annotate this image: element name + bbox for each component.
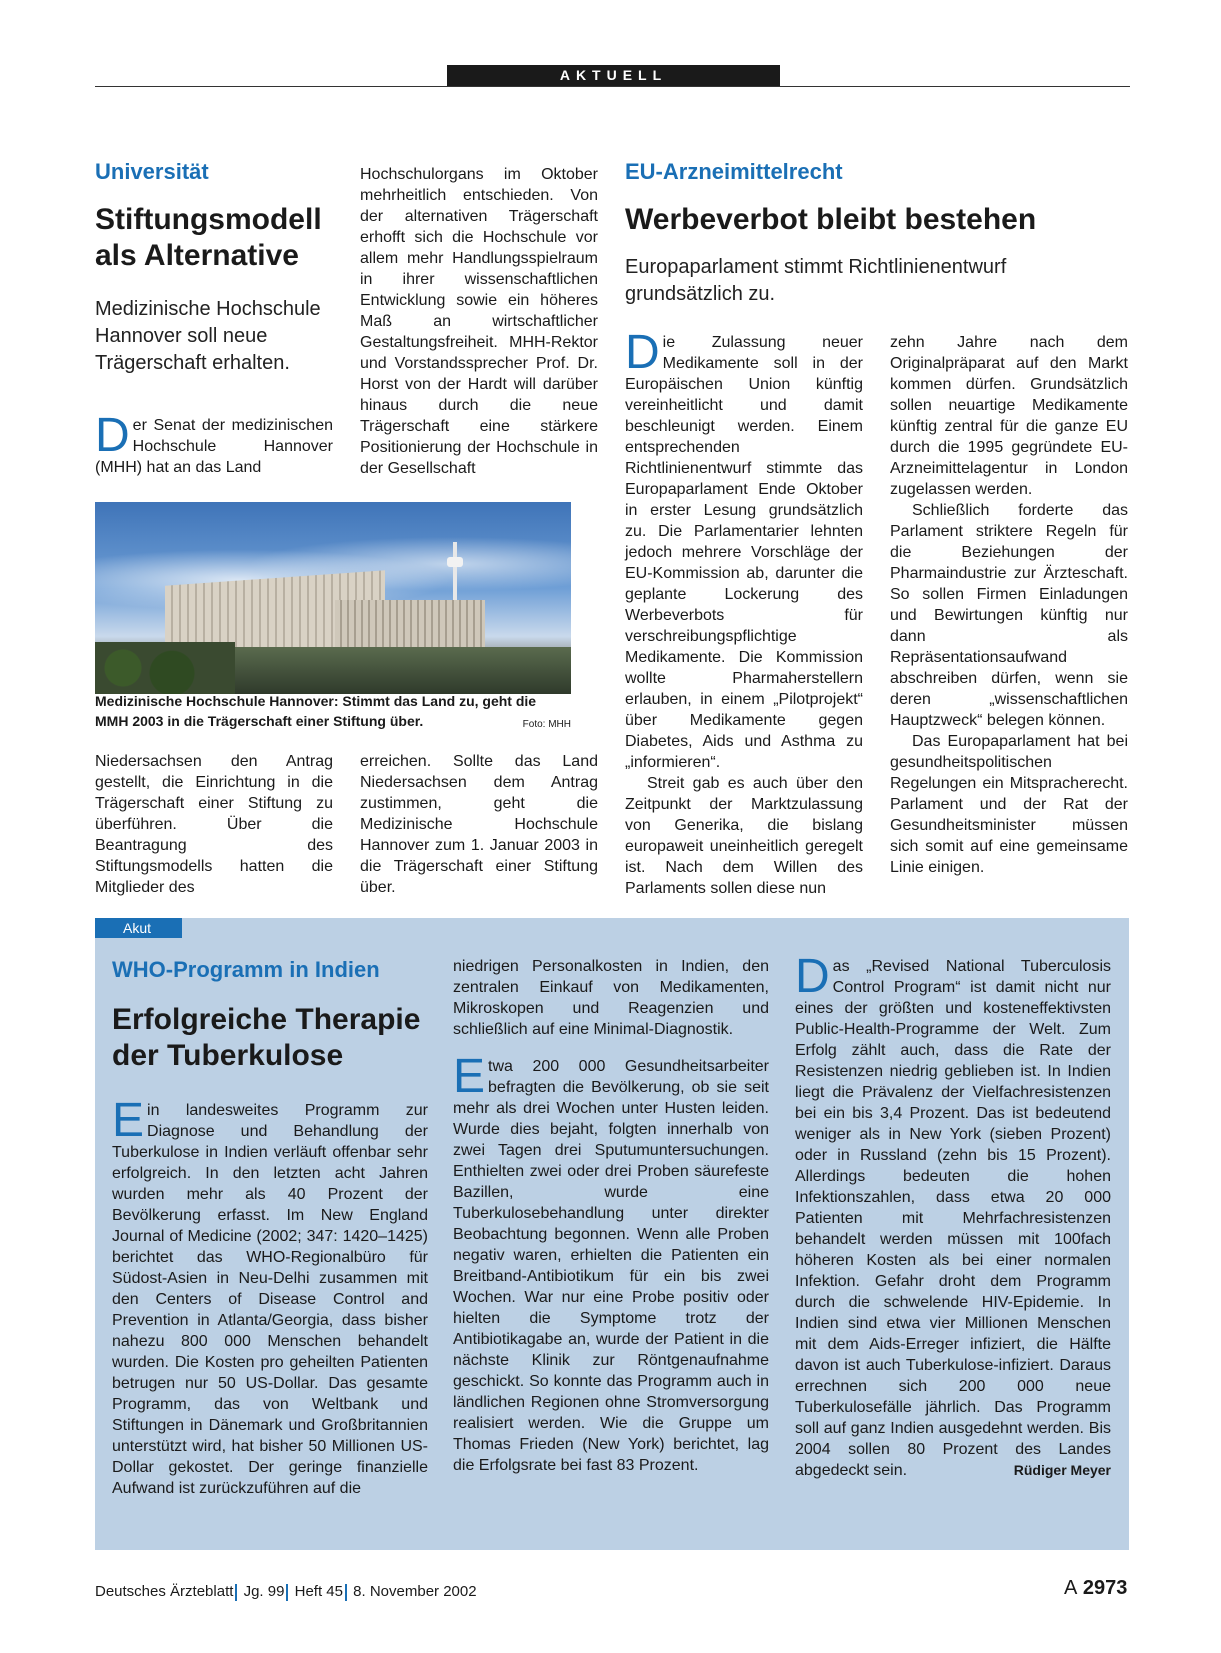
box-col2-dropcap: E	[453, 1050, 486, 1103]
box-headline	[112, 1002, 442, 1074]
box-col2-top: niedrigen Personalkosten in Indien, den zentralen Einkauf von Medikamenten, Mikroskopen und Reagenzien und schließlich auf eine Minimal-Diagnostik.	[453, 958, 769, 1038]
article2-headline: Werbeverbot bleibt bestehen	[625, 203, 1037, 236]
page-number	[1064, 1577, 1127, 1600]
article2-dek: Europaparlament stimmt Richtlinienentwurf grundsätzlich zu.	[625, 256, 1007, 305]
article1-col1-top	[95, 409, 333, 478]
article1-col1-bottom: Niedersachsen den Antrag gestellt, die Einrichtung in die Trägerschaft einer Stiftung zu überführen. Über die Beantragung des Stiftungsmodells hatten die Mitglieder des	[95, 753, 333, 896]
section-label: AKTUELL	[447, 65, 780, 86]
article2-col2-p1: zehn Jahre nach dem Originalpräparat auf den Markt kommen dürfen. Grundsätzlich sollen neuartige Medikamente künftig zentral für die ganze EU durch die 1995 gegründete EU-Arzneimittelagentur in London zugelassen werden.	[890, 334, 1128, 498]
page-prefix: A	[1064, 1577, 1078, 1599]
article2-kicker: EU-Arzneimittelrecht	[625, 159, 843, 184]
article1-headline-line1: Stiftungsmodell	[95, 203, 322, 236]
box-headline-line2: der Tuberkulose	[112, 1039, 344, 1072]
box-col2-text: twa 200 000 Gesundheitsarbeiter befragten die Bevölkerung, ob sie seit mehr als drei Wochen unter Husten leiden. Wurde dies bejaht, folgten innerhalb von zwei Tagen drei Sputumuntersuchungen. Enthielten zwei oder drei Proben säurefeste Bazillen, wurde eine Tuberkulosebehandlung unter direkter Beobachtung begonnen. Wenn alle Proben negativ waren, erhielten die Patienten ein Breitband-Antibiotikum für ein bis zwei Wochen. War nur eine Probe positiv oder hielten die Symptome trotz der Antibiotikagabe an, wurde der Patient in die nächste Klinik zur Röntgenaufnahme geschickt. So konnte das Programm auch in ländlichen Regionen ohne Stromversorgung realisiert werden. Wie die Gruppe um Thomas Frieden (New York) berichtet, lag die Erfolgsrate bei fast 83 Prozent.	[453, 1058, 769, 1474]
footer	[95, 1583, 477, 1601]
photo-credit: Foto: MHH	[522, 719, 571, 730]
footer-journal: Deutsches Ärzteblatt	[95, 1583, 234, 1600]
box-col3	[795, 950, 1111, 1481]
box-col3-text: as „Revised National Tuberculosis Control Program“ ist damit nicht nur eines der größten und kosteneffektivsten Public-Health-Programme der Welt. Zum Erfolg zählt auch, dass die Rate der Resistenzen niedrig geblieben ist. In Indien liegt die Prävalenz der Vielfachresistenzen bei ein bis 3,4 Prozent. Das ist bedeutend weniger als in New York (sieben Prozent) oder in Russland (zehn bis 15 Prozent). Allerdings bedeuten die hohen Infektionszahlen, dass etwa 20 000 Patienten mit Mehrfachresistenzen behandelt werden müssen mit 100fach höheren Kosten als bei einer normalen Infektion. Gefahr droht dem Programm durch die schwelende HIV-Epidemie. In Indien sind etwa vier Millionen Menschen mit dem Aids-Erreger infiziert, die Hälfte davon ist auch Tuberkulose-infiziert. Daraus errechnen sich 200 000 neue Tuberkulosefälle jährlich. Das Programm soll auf ganz Indien ausgedehnt werden. Bis 2004 sollen 80 Prozent des Landes abgedeckt sein.	[795, 958, 1111, 1479]
box-col1-dropcap: E	[112, 1094, 145, 1147]
article2-col2	[890, 332, 1128, 878]
box-col1-text: in landesweites Programm zur Diagnose und Behandlung der Tuberkulose in Indien verläuft offenbar sehr erfolgreich. In den letzten acht Jahren wurden mehr als 40 Prozent der Bevölkerung erfasst. Im New England Journal of Medicine (2002; 347: 1420–1425) berichtet das WHO-Regionalbüro für Südost-Asien in Neu-Delhi zusammen mit den Centers of Disease Control and Prevention in Atlanta/Georgia, dass bisher nahezu 800 000 Menschen behandelt wurden. Die Kosten pro geheilten Patienten betrugen nur 50 US-Dollar. Das gesamte Programm, das von Weltbank und Stiftungen in Dänemark und Großbritannien unterstützt wird, hat bisher 50 Millionen US-Dollar gekostet. Der geringe finanzielle Aufwand ist zurückzuführen auf die	[112, 1102, 428, 1497]
article2-col1-p2: Streit gab es auch über den Zeitpunkt der Marktzulassung von Generika, die bislang europaweit uneinheitlich geregelt ist. Nach dem Willen des Parlaments sollen diese nun	[625, 775, 863, 897]
article2-col2-p2: Schließlich forderte das Parlament striktere Regeln für die Beziehungen der Pharmaindustrie zur Ärzteschaft. So sollen Firmen Einladungen und Bewirtungen künftig nur dann als Repräsentationsaufwand abschreiben dürfen, wenn sie deren „wissenschaftlichen Hauptzweck“ belegen können.	[890, 502, 1128, 729]
article1-col2-bottom: erreichen. Sollte das Land Niedersachsen dem Antrag zustimmen, geht die Medizinische Hochschule Hannover zum 1. Januar 2003 in die Trägerschaft einer Stiftung über.	[360, 753, 598, 896]
photo-caption	[95, 691, 571, 735]
article1-dropcap: D	[95, 409, 130, 462]
article2-col2-p3: Das Europaparlament hat bei gesundheitspolitischen Regelungen ein Mitspracherecht. Parlament und der Rat der Gesundheitsminister müssen sich somit auf eine gemeinsame Linie einigen.	[890, 733, 1128, 876]
box-col1	[112, 1094, 428, 1499]
photo-caption-text: Medizinische Hochschule Hannover: Stimmt das Land zu, geht die MMH 2003 in die Trägerschaft einer Stiftung über.	[95, 693, 537, 729]
article1-kicker: Universität	[95, 159, 209, 184]
article1-dek: Medizinische Hochschule Hannover soll neue Trägerschaft erhalten.	[95, 298, 321, 374]
footer-date: 8. November 2002	[353, 1583, 477, 1600]
footer-issue: Heft 45	[294, 1583, 343, 1600]
article1-headline	[95, 202, 345, 274]
header-rule	[95, 86, 1130, 87]
article2-col1-p1: ie Zulassung neuer Medikamente soll in der Europäischen Union künftig vereinheitlicht und damit beschleunigt werden. Einem entsprechenden Richtlinienentwurf stimmte das Europaparlament Ende Oktober in erster Lesung grundsätzlich zu. Die Parlamentarier lehnten jedoch mehrere Vorschläge der EU-Kommission ab, darunter die geplante Lockerung des Werbeverbots für verschreibungspflichtige Medikamente. Die Kommission wollte Pharmaherstellern erlauben, in einem „Pilotprojekt“ über Medikamente gegen Diabetes, Aids und Asthma zu „informieren“.	[625, 334, 863, 771]
article2-dropcap: D	[625, 326, 660, 379]
article2-col1	[625, 326, 863, 899]
hospital-photo	[95, 502, 571, 694]
box-col3-dropcap: D	[795, 950, 830, 1003]
article1-headline-line2: als Alternative	[95, 239, 299, 272]
box-author: Rüdiger Meyer	[1013, 1462, 1111, 1478]
page-number-value: 2973	[1082, 1577, 1128, 1599]
box-label: Akut	[95, 918, 182, 938]
box-headline-line1: Erfolgreiche Therapie	[112, 1003, 421, 1036]
box-col2	[453, 956, 769, 1476]
box-kicker: WHO-Programm in Indien	[112, 957, 380, 982]
footer-volume: Jg. 99	[243, 1583, 285, 1600]
article1-col2-top: Hochschulorgans im Oktober mehrheitlich entschieden. Von der alternativen Trägerschaft erhofft sich die Hochschule vor allem mehr Handlungsspielraum in ihrer wissenschaftlichen Entwicklung sowie ein höheres Maß an wirtschaftlicher Gestaltungsfreiheit. MHH-Rektor und Vorstandssprecher Prof. Dr. Horst von der Hardt will darüber hinaus durch die neue Trägerschaft eine stärkere Positionierung der Hochschule in der Gesellschaft	[360, 166, 598, 477]
article1-col1-top-text: er Senat der medizinischen Hochschule Hannover (MHH) hat an das Land	[95, 417, 333, 476]
